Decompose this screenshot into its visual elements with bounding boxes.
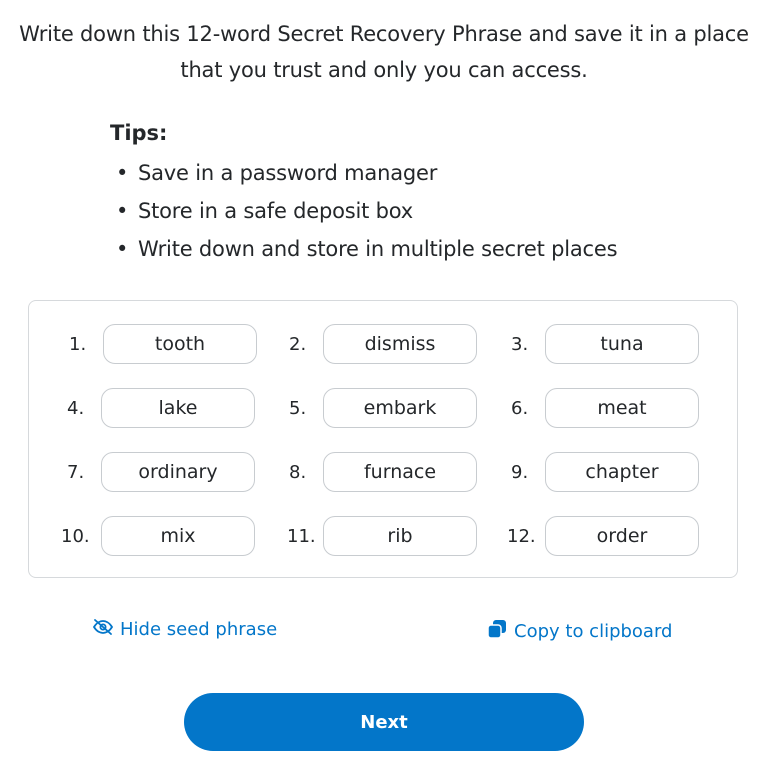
seed-word [287, 515, 477, 557]
seed-word [67, 387, 255, 429]
word-number: 1. [69, 333, 87, 355]
word-pill: embark [323, 388, 477, 428]
word-pill: order [545, 516, 699, 556]
word-number: 6. [511, 397, 529, 419]
seed-word [511, 451, 699, 493]
next-button[interactable]: Next [184, 693, 584, 751]
word-number: 10. [61, 525, 90, 547]
word-pill: furnace [323, 452, 477, 492]
seed-word [507, 515, 699, 557]
word-number: 12. [507, 525, 536, 547]
word-pill: lake [101, 388, 255, 428]
seed-word [69, 323, 257, 365]
copy-icon [486, 618, 514, 645]
seed-word [61, 515, 255, 557]
word-pill: dismiss [323, 324, 477, 364]
word-pill: mix [101, 516, 255, 556]
word-pill: chapter [545, 452, 699, 492]
seed-word [67, 451, 255, 493]
word-number: 8. [289, 461, 307, 483]
seed-word [289, 451, 477, 493]
seed-phrase-box [28, 300, 738, 578]
copy-to-clipboard-label: Copy to clipboard [514, 621, 673, 642]
word-pill: tuna [545, 324, 699, 364]
tip-item [110, 192, 710, 230]
word-number: 5. [289, 397, 307, 419]
word-number: 2. [289, 333, 307, 355]
bullet-icon: • [116, 199, 129, 223]
word-number: 11. [287, 525, 316, 547]
word-pill: meat [545, 388, 699, 428]
word-pill: rib [323, 516, 477, 556]
copy-to-clipboard-link[interactable] [486, 618, 672, 645]
word-number: 3. [511, 333, 529, 355]
word-pill: tooth [103, 324, 257, 364]
eye-slash-icon [92, 618, 120, 641]
tips-title: Tips: [110, 121, 168, 145]
seed-word [289, 323, 477, 365]
phrase-actions [0, 616, 768, 646]
tip-item [110, 230, 710, 268]
seed-word [511, 387, 699, 429]
word-number: 9. [511, 461, 529, 483]
tip-text: Write down and store in multiple secret places [138, 237, 618, 261]
tip-text: Save in a password manager [138, 161, 438, 185]
word-number: 7. [67, 461, 85, 483]
hide-seed-phrase-link[interactable] [92, 618, 277, 641]
seed-word [511, 323, 699, 365]
tip-item [110, 154, 710, 192]
tip-text: Store in a safe deposit box [138, 199, 414, 223]
hide-seed-phrase-label: Hide seed phrase [120, 619, 278, 640]
tips-list [110, 154, 710, 268]
bullet-icon: • [116, 237, 129, 261]
word-number: 4. [67, 397, 85, 419]
tips-section [110, 118, 710, 268]
intro-text: Write down this 12-word Secret Recovery Phrase and save it in a place that you trust and only you can access. [19, 22, 749, 82]
bullet-icon: • [116, 161, 129, 185]
seed-word [289, 387, 477, 429]
word-pill: ordinary [101, 452, 255, 492]
